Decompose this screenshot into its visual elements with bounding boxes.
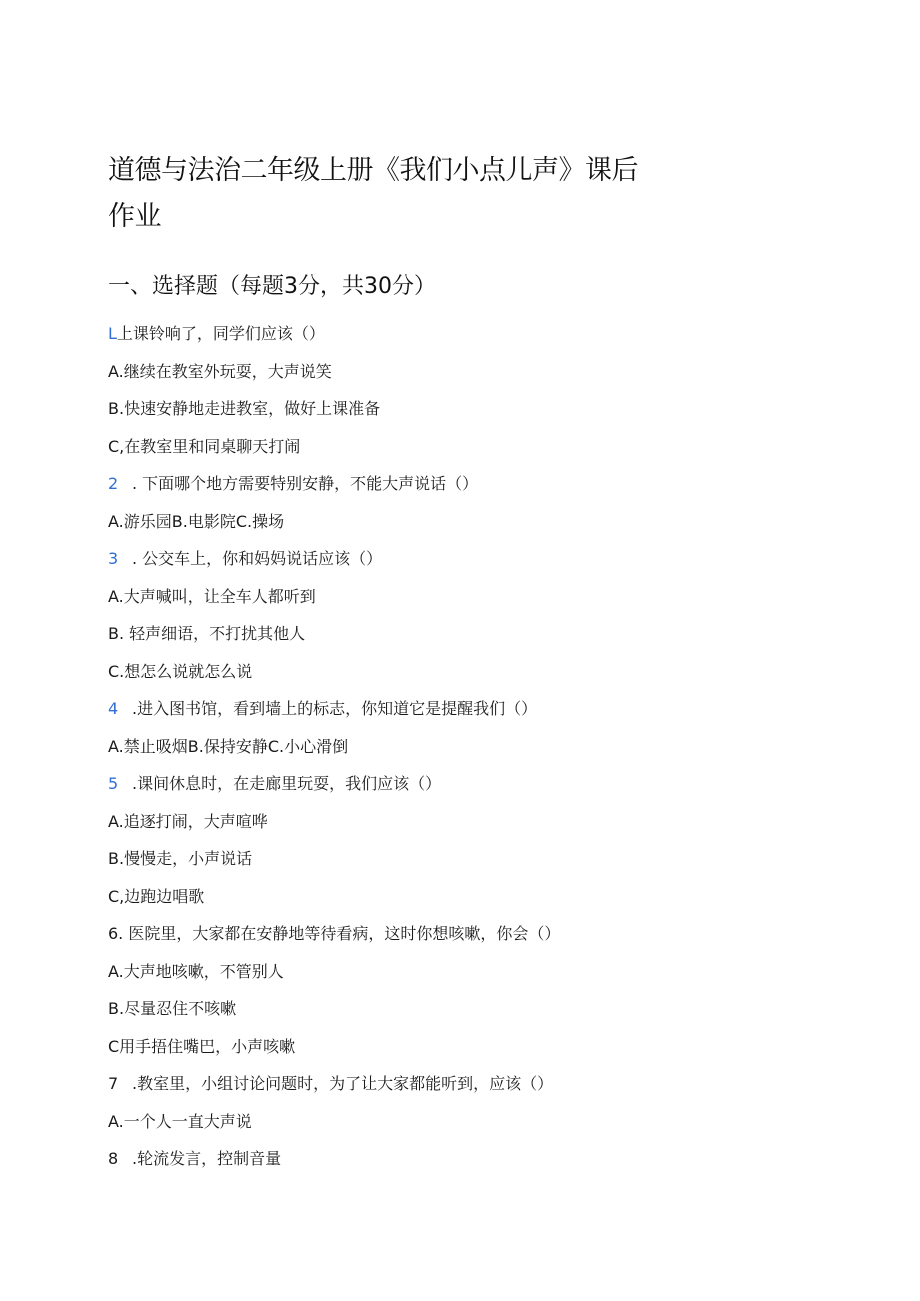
option-text: A.追逐打闹，大声喧哗 xyxy=(108,811,268,831)
title-line-2: 作业 xyxy=(108,201,161,232)
document-title xyxy=(108,148,668,240)
question-text: . 公交车上，你和妈妈说话应该（） xyxy=(132,549,383,568)
question-3 xyxy=(108,546,848,584)
option-5a xyxy=(108,809,848,847)
question-text: .教室里，小组讨论问题时，为了让大家都能听到，应该（） xyxy=(132,1074,554,1093)
question-number: 7 xyxy=(108,1074,119,1093)
option-text: A.继续在教室外玩耍，大声说笑 xyxy=(108,361,332,381)
option-text: A.大声喊叫，让全车人都听到 xyxy=(108,586,316,606)
question-number: 4 xyxy=(108,699,119,718)
option-6a xyxy=(108,959,848,997)
option-text: B.快速安静地走进教室，做好上课准备 xyxy=(108,399,381,418)
question-number: 8 xyxy=(108,1149,119,1168)
option-6b xyxy=(108,996,848,1034)
option-1c xyxy=(108,434,848,472)
question-text: 6. 医院里，大家都在安静地等待看病，这时你想咳嗽，你会（） xyxy=(108,924,561,943)
option-2 xyxy=(108,509,848,547)
option-5c xyxy=(108,884,848,922)
question-2 xyxy=(108,471,848,509)
option-7a xyxy=(108,1109,848,1147)
option-6c xyxy=(108,1034,848,1072)
question-5 xyxy=(108,771,848,809)
question-text: .课间休息时，在走廊里玩耍，我们应该（） xyxy=(132,774,442,793)
option-text: A.禁止吸烟B.保持安静C.小心滑倒 xyxy=(108,736,349,756)
option-5b xyxy=(108,846,848,884)
option-3b xyxy=(108,621,848,659)
question-list xyxy=(108,321,848,1184)
question-8 xyxy=(108,1146,848,1184)
question-text: 上课铃响了，同学们应该（） xyxy=(116,324,325,343)
option-text: C,在教室里和同桌聊天打闹 xyxy=(108,436,301,456)
question-1 xyxy=(108,321,848,359)
question-6 xyxy=(108,921,848,959)
option-3a xyxy=(108,584,848,622)
question-number: 3 xyxy=(108,549,119,568)
option-text: B. 轻声细语，不打扰其他人 xyxy=(108,624,306,643)
option-3c xyxy=(108,659,848,697)
title-line-1: 道德与法治二年级上册《我们小点儿声》课后 xyxy=(108,155,638,186)
option-1b xyxy=(108,396,848,434)
question-number: 2 xyxy=(108,474,119,493)
question-4 xyxy=(108,696,848,734)
option-1a xyxy=(108,359,848,397)
option-text: A.游乐园B.电影院C.操场 xyxy=(108,511,285,531)
question-number: 5 xyxy=(108,774,119,793)
option-text: C,边跑边唱歌 xyxy=(108,886,205,906)
question-text: . 下面哪个地方需要特别安静，不能大声说话（） xyxy=(132,474,479,493)
option-text: B.尽量忍住不咳嗽 xyxy=(108,999,237,1018)
section-heading: 一、选择题（每题3分，共30分） xyxy=(108,274,436,299)
question-7 xyxy=(108,1071,848,1109)
question-text: .进入图书馆，看到墙上的标志，你知道它是提醒我们（） xyxy=(132,699,538,718)
option-text: C用手捂住嘴巴，小声咳嗽 xyxy=(108,1036,296,1056)
question-number: L xyxy=(108,324,117,343)
option-4 xyxy=(108,734,848,772)
option-text: A.大声地咳嗽，不管别人 xyxy=(108,961,284,981)
option-text: A.一个人一直大声说 xyxy=(108,1111,252,1131)
option-text: C.想怎么说就怎么说 xyxy=(108,661,253,681)
option-text: B.慢慢走，小声说话 xyxy=(108,849,253,868)
question-text: .轮流发言，控制音量 xyxy=(132,1149,282,1168)
